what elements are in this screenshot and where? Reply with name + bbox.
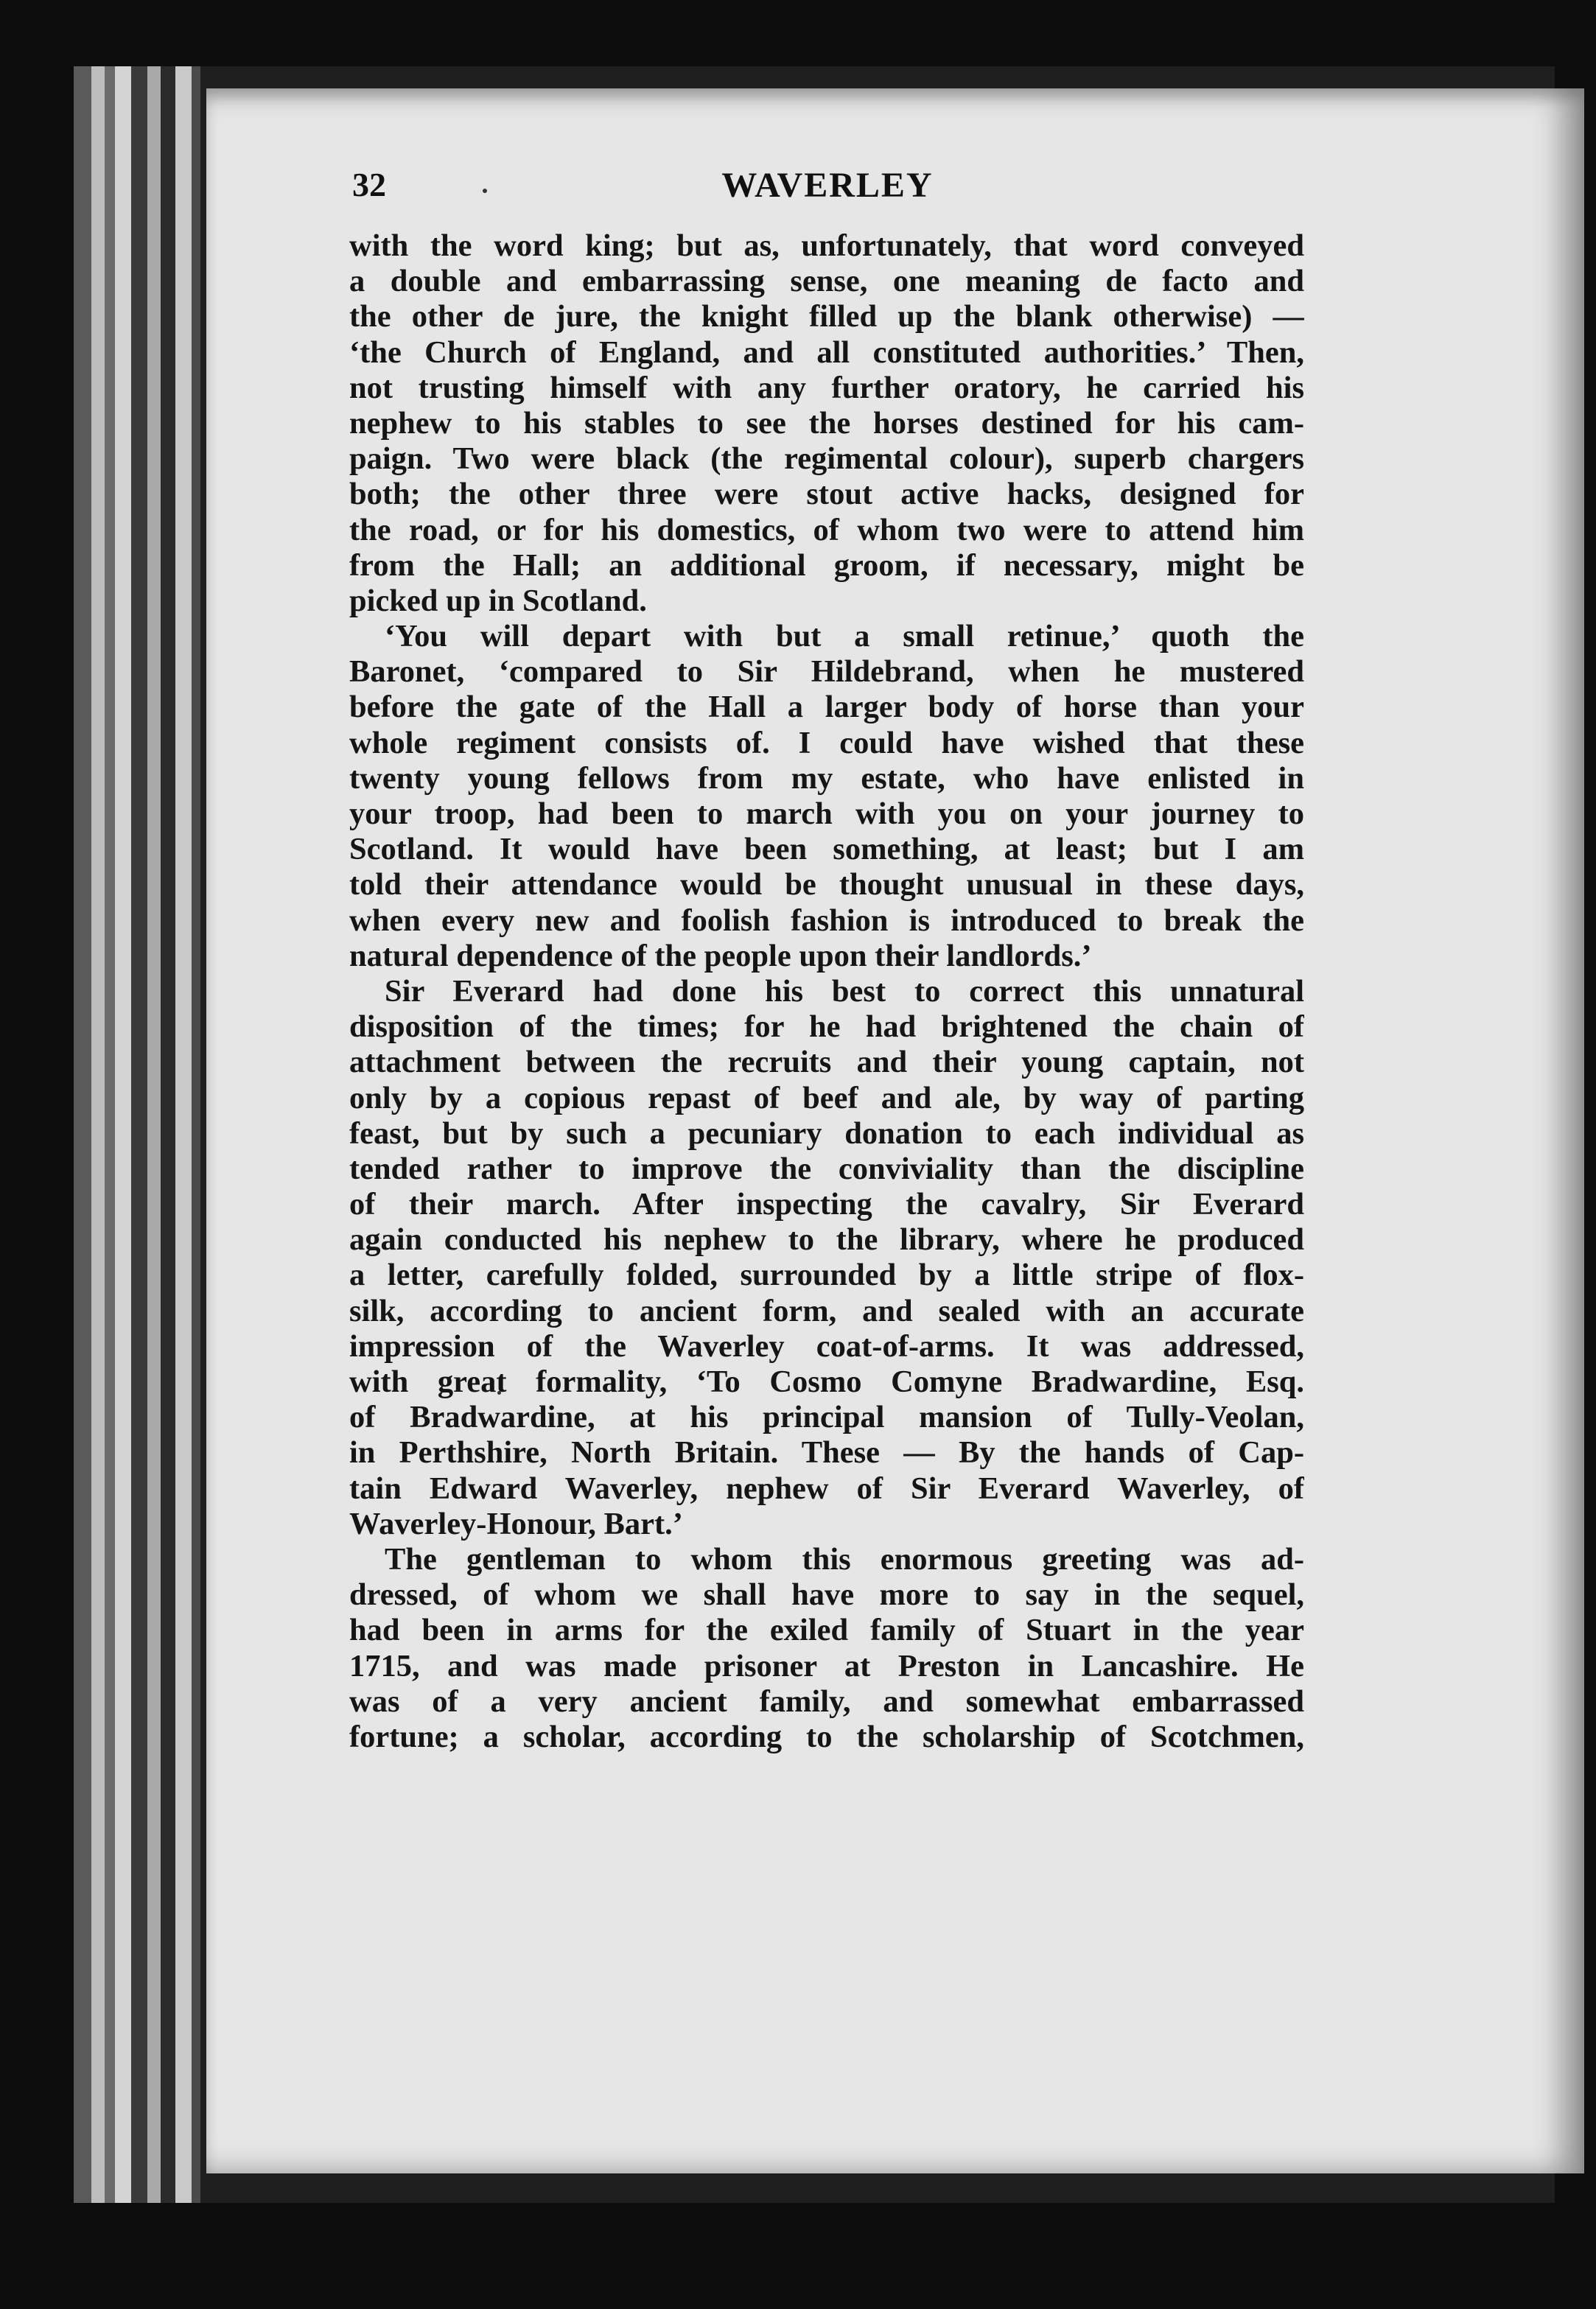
text-line: with great formality, ‘To Cosmo Comyne Bradwardine, Esq. <box>349 1364 1304 1399</box>
text-line: The gentleman to whom this enormous greeting was ad- <box>385 1541 1304 1577</box>
text-line: Waverley-Honour, Bart.’ <box>349 1506 683 1541</box>
page-edge <box>91 66 105 2203</box>
text-line: 1715, and was made prisoner at Preston in Lancashire. He <box>349 1648 1304 1683</box>
text-line: was of a very ancient family, and somewhat embarrassed <box>349 1683 1304 1719</box>
text-line: with the word king; but as, unfortunately, that word conveyed <box>349 228 1304 263</box>
text-line: picked up in Scotland. <box>349 583 647 618</box>
text-line: the other de jure, the knight filled up the blank otherwise) — <box>349 299 1304 334</box>
page-edge <box>192 66 200 2203</box>
text-line: nephew to his stables to see the horses destined for his cam- <box>349 405 1304 441</box>
text-line: attachment between the recruits and their young captain, not <box>349 1045 1304 1080</box>
text-line: Baronet, ‘compared to Sir Hildebrand, when he mustered <box>349 654 1304 690</box>
text-line: not trusting himself with any further oratory, he carried his <box>349 370 1304 405</box>
page-edge <box>175 66 192 2203</box>
text-line: feast, but by such a pecuniary donation to each individual as <box>349 1115 1304 1151</box>
body-text <box>349 228 1304 1755</box>
text-line: only by a copious repast of beef and ale, by way of parting <box>349 1080 1304 1115</box>
page-edge <box>161 66 175 2203</box>
text-line: when every new and foolish fashion is introduced to break the <box>349 903 1304 938</box>
text-line: of Bradwardine, at his principal mansion of Tully-Veolan, <box>349 1400 1304 1435</box>
page-number: 32 <box>352 166 386 203</box>
text-line: told their attendance would be thought unusual in these days, <box>349 867 1304 903</box>
page-header <box>352 165 1303 217</box>
text-line: before the gate of the Hall a larger body of horse than your <box>349 690 1304 725</box>
page-edge <box>147 66 161 2203</box>
text-line: natural dependence of the people upon their landlords.’ <box>349 938 1092 973</box>
page-edge <box>131 66 147 2203</box>
text-line: disposition of the times; for he had brightened the chain of <box>349 1009 1304 1045</box>
text-line: ‘the Church of England, and all constituted authorities.’ Then, <box>349 334 1304 370</box>
page-edge <box>74 66 91 2203</box>
text-line: paign. Two were black (the regimental colour), superb chargers <box>349 441 1304 477</box>
text-line: again conducted his nephew to the library, where he produced <box>349 1222 1304 1258</box>
running-title: WAVERLEY <box>721 166 934 205</box>
text-line: dressed, of whom we shall have more to say in the sequel, <box>349 1577 1304 1613</box>
text-line: fortune; a scholar, according to the scholarship of Scotchmen, <box>349 1719 1304 1754</box>
text-line: the road, or for his domestics, of whom two were to attend him <box>349 512 1304 547</box>
text-line: silk, according to ancient form, and sealed with an accurate <box>349 1293 1304 1328</box>
text-line: had been in arms for the exiled family of Stuart in the year <box>349 1613 1304 1648</box>
text-line: whole regiment consists of. I could have wished that these <box>349 725 1304 760</box>
text-line: Scotland. It would have been something, at least; but I am <box>349 832 1304 867</box>
text-line: ‘You will depart with but a small retinue,’ quoth the <box>385 619 1304 654</box>
text-line: in Perthshire, North Britain. These — By the hands of Cap- <box>349 1435 1304 1471</box>
text-line: a double and embarrassing sense, one meaning de facto and <box>349 264 1304 299</box>
text-line: twenty young fellows from my estate, who have enlisted in <box>349 760 1304 796</box>
text-line: both; the other three were stout active hacks, designed for <box>349 477 1304 512</box>
text-line: tended rather to improve the conviviality than the discipline <box>349 1151 1304 1186</box>
page-edge <box>115 66 131 2203</box>
text-line: of their march. After inspecting the cavalry, Sir Everard <box>349 1187 1304 1222</box>
text-line: a letter, carefully folded, surrounded by a little stripe of flox- <box>349 1258 1304 1293</box>
page-edge <box>105 66 115 2203</box>
text-line: your troop, had been to march with you on your journey to <box>349 796 1304 831</box>
text-line: tain Edward Waverley, nephew of Sir Everard Waverley, of <box>349 1471 1304 1506</box>
text-line: Sir Everard had done his best to correct this unnatural <box>385 973 1304 1009</box>
text-line: from the Hall; an additional groom, if necessary, might be <box>349 547 1304 583</box>
text-line: impression of the Waverley coat-of-arms. It was addressed, <box>349 1328 1304 1364</box>
